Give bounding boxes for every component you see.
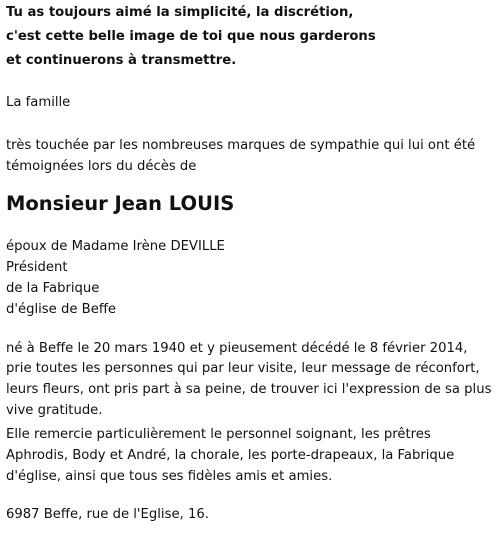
intro-line-3: et continuerons à transmettre.: [6, 53, 237, 68]
role-line-title: Président: [6, 260, 68, 275]
intro-line-2: c'est cette belle image de toi que nous garderons: [6, 29, 376, 44]
thanks-paragraph: très touchée par les nombreuses marques de sympathie qui lui ont été témoignées lors du décès de: [6, 138, 476, 174]
special-thanks-paragraph: Elle remercie particulièrement le personnel soignant, les prêtres Aphrodis, Body et André, la chorale, les porte-drapeaux, la Fabrique d'église, ainsi que tous ses fidèles amis et amies.: [6, 427, 455, 484]
family-label: La famille: [6, 95, 71, 110]
deceased-roles: [6, 236, 225, 320]
intro-line-1: Tu as toujours aimé la simplicité, la discrétion,: [6, 5, 354, 20]
family-address: 6987 Beffe, rue de l'Eglise, 16.: [6, 507, 209, 522]
role-line-organization: de la Fabrique: [6, 281, 100, 296]
request-paragraph: prie toutes les personnes qui par leur visite, leur message de réconfort, leurs fleurs, ont pris part à sa peine, de trouver ici l'expression de sa plus vive gratitude.: [6, 361, 492, 418]
deceased-name: Monsieur Jean LOUIS: [6, 192, 235, 215]
role-line-parish: d'église de Beffe: [6, 302, 117, 317]
intro-verse: [6, 1, 496, 73]
birth-death-line: né à Beffe le 20 mars 1940 et y pieusement décédé le 8 février 2014,: [6, 341, 468, 356]
obituary-notice: [6, 0, 496, 522]
role-line-spouse: époux de Madame Irène DEVILLE: [6, 239, 225, 254]
